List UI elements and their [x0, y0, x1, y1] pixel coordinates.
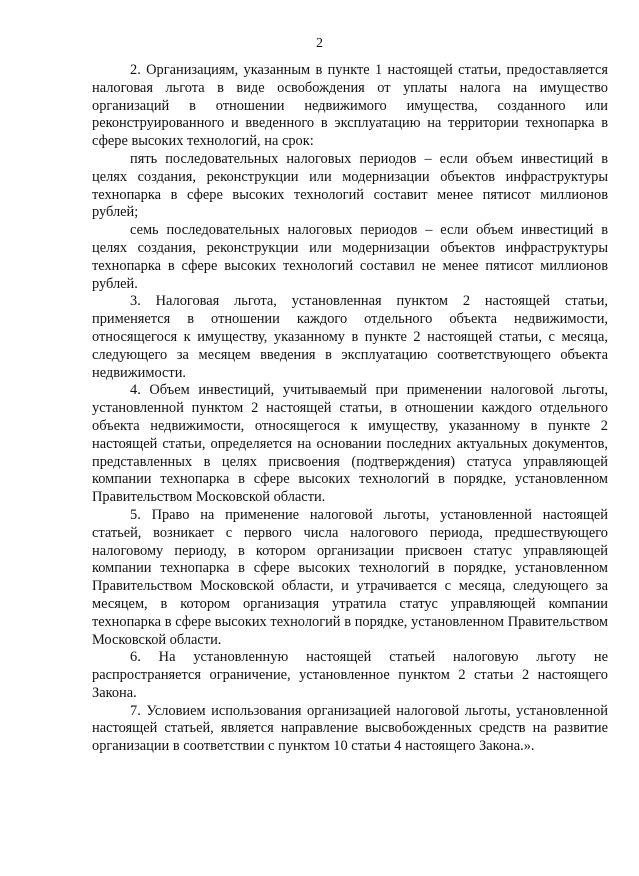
page-number: 2	[316, 36, 323, 51]
paragraph-five-periods: пять последовательных налоговых периодов – если объем инвестиций в целях создания, реконструкции или модернизации объектов инфраструктуры технопарка в сфере высоких технологий составит менее пятисот миллионов рублей;	[92, 150, 608, 221]
paragraph-item-5: 5. Право на применение налоговой льготы, установленной настоящей статьей, возникает с первого числа налогового периода, предшествующего налоговому периоду, в котором организации присвоен статус управляющей компании технопарка в сфере высоких технологий в порядке, установленном Правительством Московской области, и утрачивается с месяца, следующего за месяцем, в котором организация утратила статус управляющей компании технопарка в сфере высоких технологий в порядке, установленном Правительством Московской области.	[92, 506, 608, 648]
paragraph-item-3: 3. Налоговая льгота, установленная пунктом 2 настоящей статьи, применяется в отношении каждого отдельного объекта недвижимости, относящегося к имуществу, указанному в пункте 2 настоящей статьи, с месяца, следующего за месяцем введения в эксплуатацию соответствующего объекта недвижимости.	[92, 293, 608, 381]
paragraph-item-6: 6. На установленную настоящей статьей налоговую льготу не распространяется ограничение, установленное пунктом 2 статьи 2 настоящего Закона.	[92, 649, 608, 701]
paragraph-item-2: 2. Организациям, указанным в пункте 1 настоящей статьи, предоставляется налоговая льгота в виде освобождения от уплаты налога на имущество организаций в отношении недвижимого имущества, созданного или реконструированного и введенного в эксплуатацию на территории технопарка в сфере высоких технологий, на срок:	[92, 62, 608, 150]
document-body	[92, 62, 608, 756]
paragraph-seven-periods: семь последовательных налоговых периодов – если объем инвестиций в целях создания, реконструкции или модернизации объектов инфраструктуры технопарка в сфере высоких технологий составил не менее пятисот миллионов рублей.	[92, 222, 608, 292]
paragraph-item-4: 4. Объем инвестиций, учитываемый при применении налоговой льготы, установленной пунктом 2 настоящей статьи, в отношении каждого отдельного объекта недвижимости, относящегося к имуществу, указанному в пункте 2 настоящей статьи, определяется на основании последних актуальных документов, представленных в целях присвоения (подтверждения) статуса управляющей компании технопарка в сфере высоких технологий в порядке, установленном Правительством Московской области.	[92, 382, 608, 506]
paragraph-item-7: 7. Условием использования организацией налоговой льготы, установленной настоящей статьей, является направление высвобожденных средств на развитие организации в соответствии с пунктом 10 статьи 4 настоящего Закона.».	[92, 702, 608, 755]
